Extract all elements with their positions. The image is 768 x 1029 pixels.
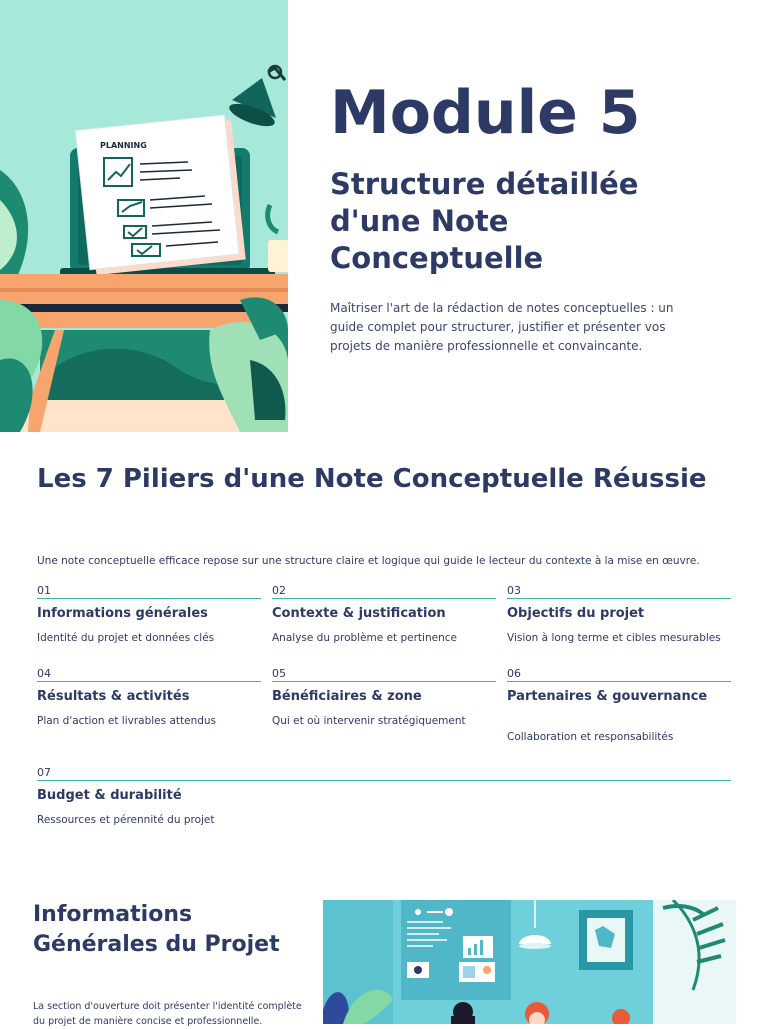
pillar-title: Objectifs du projet xyxy=(507,606,645,621)
hero-text-block xyxy=(330,80,730,356)
pillar-item xyxy=(37,766,731,827)
pillar-title: Informations générales xyxy=(37,606,208,621)
pillar-description: Collaboration et responsabilités xyxy=(507,731,674,743)
module-description: Maîtriser l'art de la rédaction de notes conceptuelles : un guide complet pour structurer, justifier et présenter vos projets de manière professionnelle et convaincante. xyxy=(330,301,674,353)
pillar-description: Ressources et pérennité du projet xyxy=(37,814,215,826)
pillar-number: 07 xyxy=(37,766,731,781)
pillar-number: 05 xyxy=(272,667,496,682)
module-title: Module 5 xyxy=(330,78,641,148)
pillar-description: Analyse du problème et pertinence xyxy=(272,632,457,644)
pillar-title: Bénéficiaires & zone xyxy=(272,689,422,704)
pillar-item xyxy=(272,584,496,645)
pillar-title: Partenaires & gouvernance xyxy=(507,689,708,704)
pillar-description: Qui et où intervenir stratégiquement xyxy=(272,715,466,727)
pillar-number: 02 xyxy=(272,584,496,599)
section-description: La section d'ouverture doit présenter l'identité complète du projet de manière concise et professionnelle. xyxy=(33,1001,302,1027)
pillar-description: Identité du projet et données clés xyxy=(37,632,215,644)
pillar-item xyxy=(272,667,496,728)
pillar-title: Contexte & justification xyxy=(272,606,446,621)
pillar-title: Résultats & activités xyxy=(37,689,190,704)
module-subtitle: Structure détaillée d'une Note Conceptuelle xyxy=(330,167,639,275)
section-title: Informations Générales du Projet xyxy=(33,902,280,957)
pillar-title: Budget & durabilité xyxy=(37,788,182,803)
pillars-intro: Une note conceptuelle efficace repose sur une structure claire et logique qui guide le lecteur du contexte à la mise en œuvre. xyxy=(37,555,700,567)
pillar-item xyxy=(507,667,731,744)
office-illustration xyxy=(323,900,736,1024)
pillars-title: Les 7 Piliers d'une Note Conceptuelle Réussie xyxy=(37,464,707,494)
planning-illustration xyxy=(0,0,288,432)
pillar-description: Plan d'action et livrables attendus xyxy=(37,715,217,727)
pillar-item xyxy=(37,667,261,728)
pillar-number: 04 xyxy=(37,667,261,682)
pillar-number: 06 xyxy=(507,667,731,682)
office-illustration-svg xyxy=(323,900,736,1024)
pillar-number: 03 xyxy=(507,584,731,599)
illustration-label: PLANNING xyxy=(100,141,147,150)
pillar-number: 01 xyxy=(37,584,261,599)
pillar-item xyxy=(37,584,261,645)
pillar-description: Vision à long terme et cibles mesurables xyxy=(507,632,721,644)
planning-illustration-svg xyxy=(0,0,288,432)
pillar-item xyxy=(507,584,731,645)
